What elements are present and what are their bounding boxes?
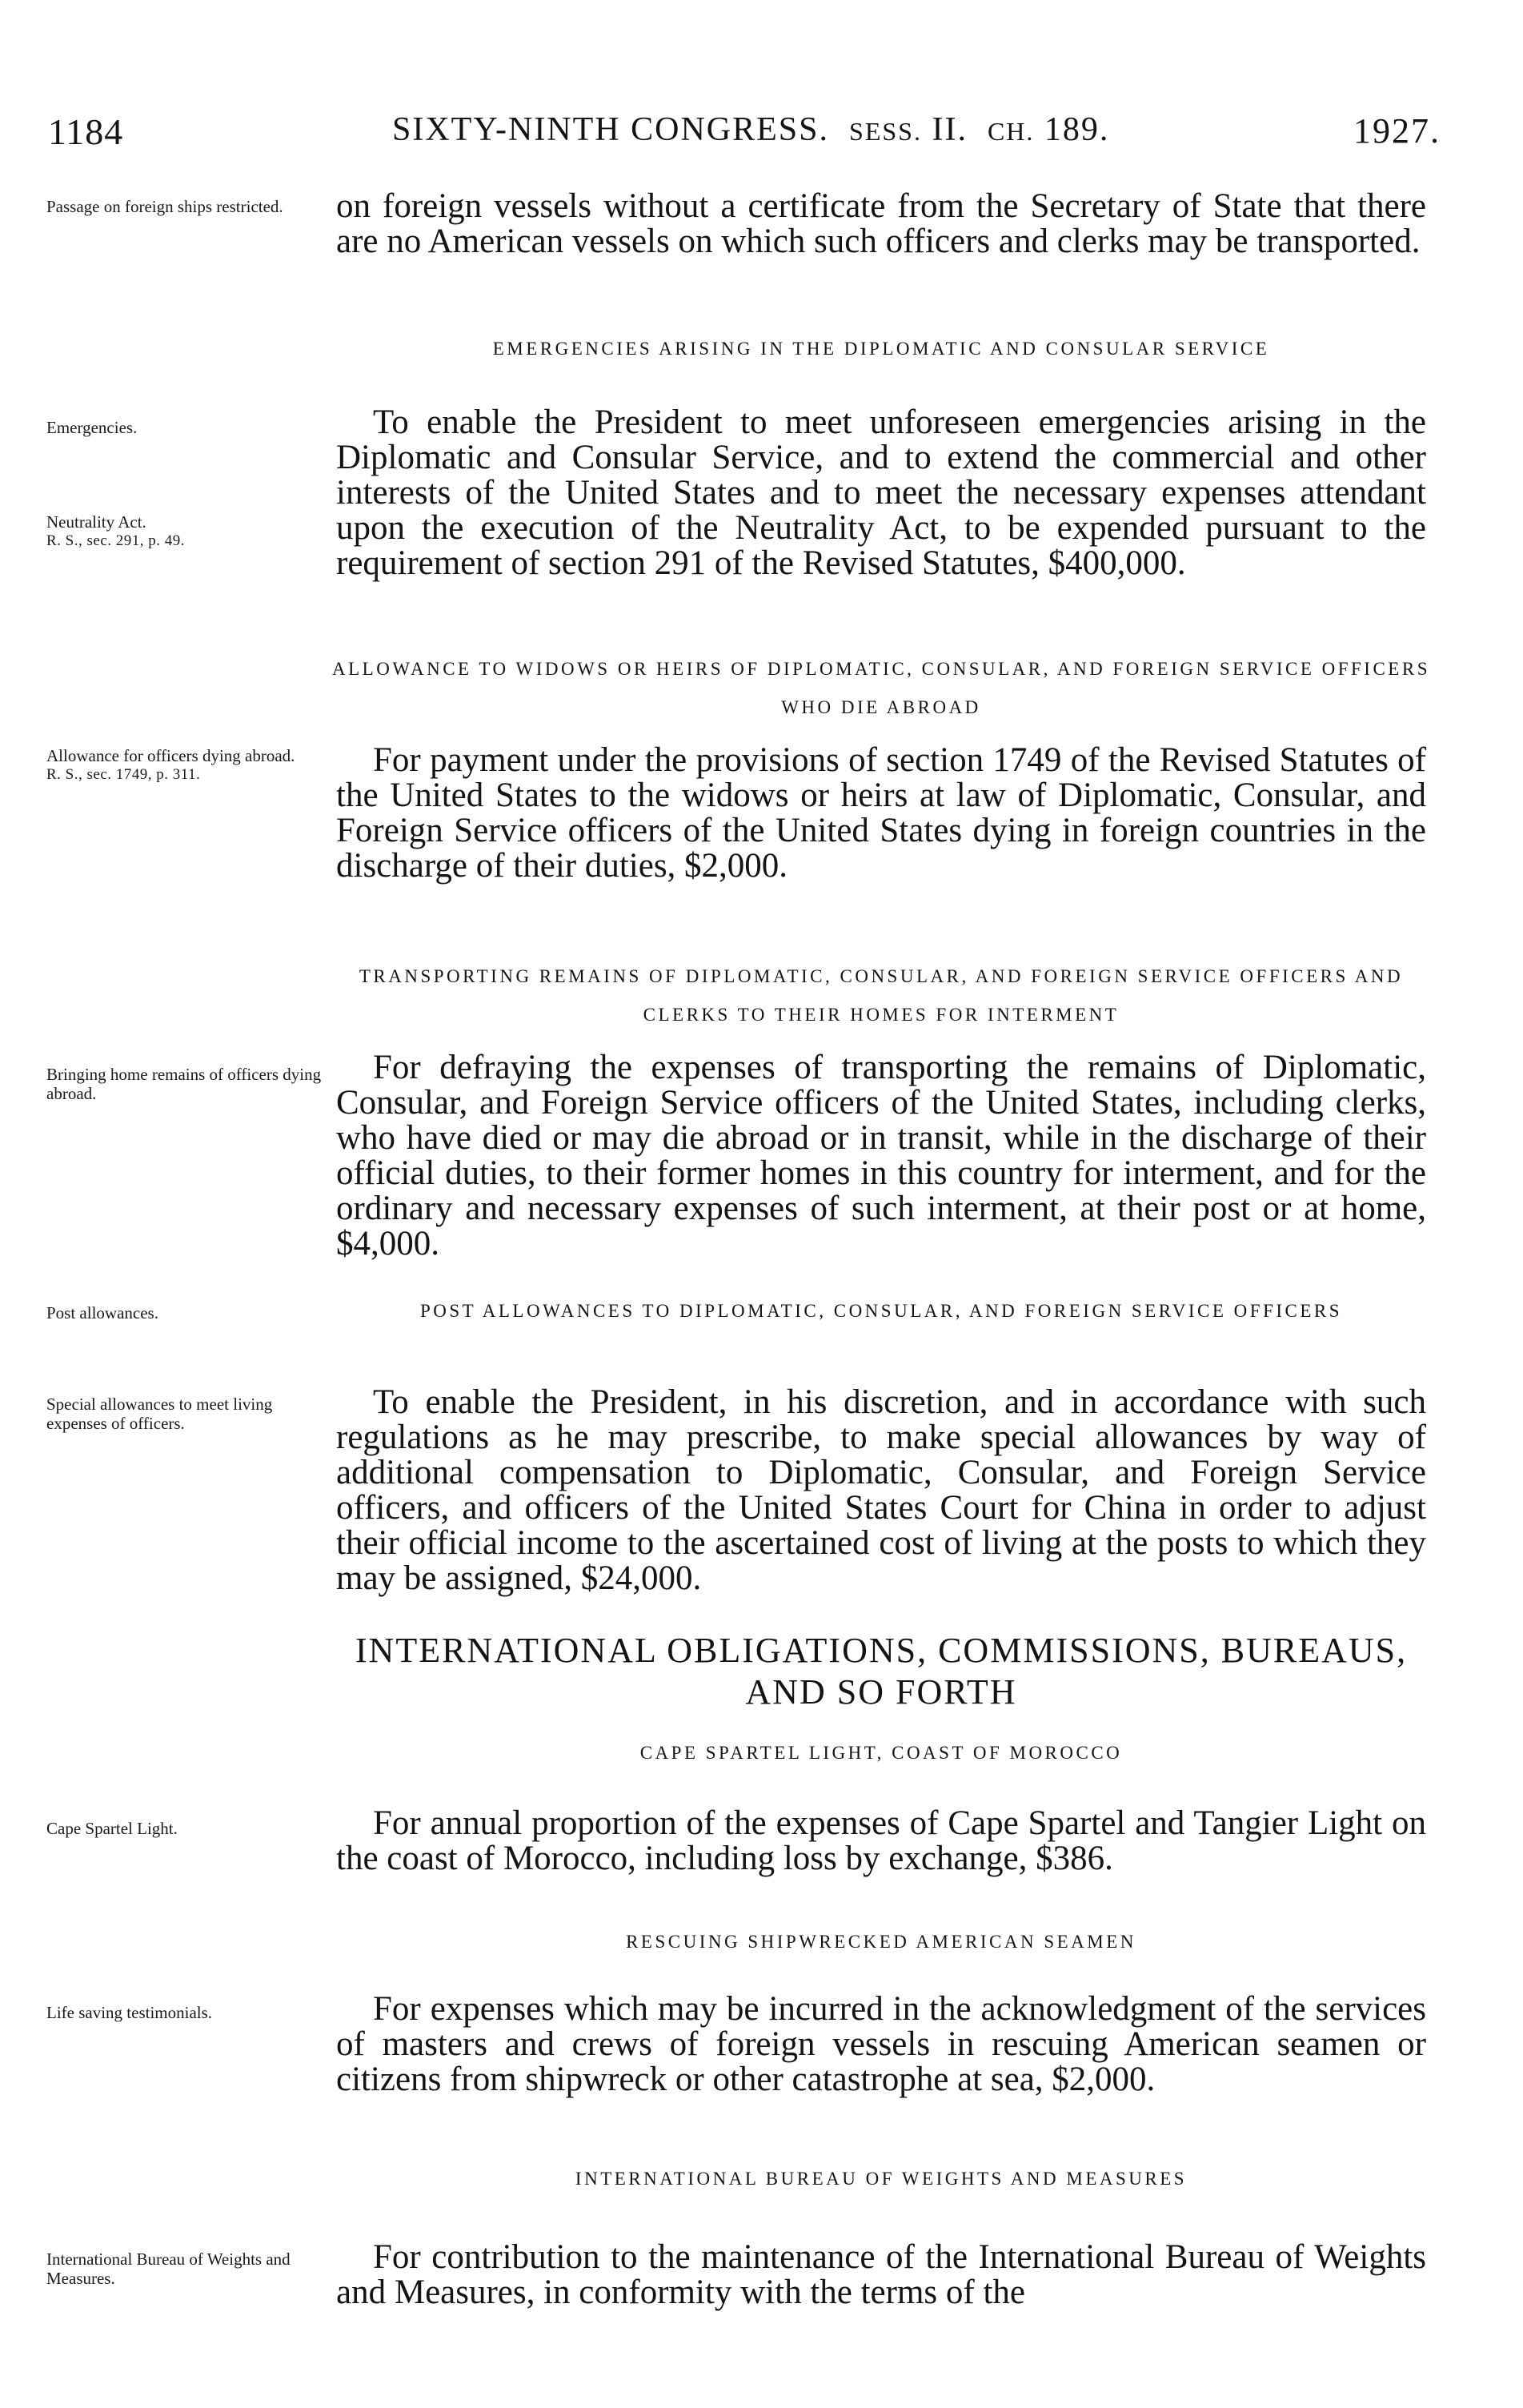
chapter-label: CH.	[987, 117, 1035, 146]
chapter-number: 189.	[1044, 111, 1110, 148]
heading-rescuing-seamen: RESCUING SHIPWRECKED AMERICAN SEAMEN	[626, 1932, 1136, 1952]
heading-weights-measures: INTERNATIONAL BUREAU OF WEIGHTS AND MEASURES	[575, 2169, 1188, 2189]
congress-label: SIXTY-NINTH CONGRESS.	[392, 111, 830, 148]
session-number: II.	[932, 111, 968, 148]
paragraph-transporting-remains: For defraying the expenses of transporting the remains of Diplomatic, Consular, and Foreign Service officers of the United States, including clerks, who have died or may die abroad or in transit, while in the discharge of their official duties, to their former homes in this country for interment, and for the ordinary and necessary expenses of such interment, at their post or at home, $4,000.	[336, 1049, 1426, 1262]
margin-note-weights-measures: International Bureau of Weights and Measures.	[46, 2249, 291, 2288]
margin-note-allowance-officers: Allowance for officers dying abroad.	[46, 746, 295, 765]
page-number: 1184	[48, 111, 124, 152]
margin-note-passage: Passage on foreign ships restricted.	[46, 197, 283, 216]
paragraph-passage-restricted: on foreign vessels without a certificate from the Secretary of State that there are no American vessels on which such officers and clerks may be transported.	[336, 187, 1426, 260]
margin-note-special-allowances: Special allowances to meet living expenses of officers.	[46, 1395, 273, 1433]
running-header	[48, 110, 1441, 159]
paragraph-cape-spartel: For annual proportion of the expenses of Cape Spartel and Tangier Light on the coast of Morocco, including loss by exchange, $386.	[336, 1804, 1426, 1877]
heading-cape-spartel: CAPE SPARTEL LIGHT, COAST OF MOROCCO	[639, 1743, 1123, 1763]
margin-note-allowance	[46, 746, 327, 785]
session-label: SESS.	[849, 117, 922, 146]
margin-note-cape-spartel: Cape Spartel Light.	[46, 1819, 178, 1838]
margin-note-neutrality-act: Neutrality Act.	[46, 512, 146, 532]
heading-transporting-remains: TRANSPORTING REMAINS OF DIPLOMATIC, CONSULAR, AND FOREIGN SERVICE OFFICERS AND CLERKS TO THEIR HOMES FOR INTERMENT	[359, 966, 1404, 1025]
paragraph-allowance-widows: For payment under the provisions of section 1749 of the Revised Statutes of the United States to the widows or heirs at law of Diplomatic, Consular, and Foreign Service officers of the United States dying in foreign countries in the discharge of their duties, $2,000.	[336, 741, 1426, 885]
year: 1927.	[1353, 111, 1441, 150]
paragraph-weights-measures: For contribution to the maintenance of the International Bureau of Weights and Measures, in conformity with the terms of the	[336, 2238, 1426, 2311]
margin-ref-rs-1749: R. S., sec. 1749, p. 311.	[46, 766, 201, 783]
paragraph-emergencies: To enable the President to meet unforeseen emergencies arising in the Diplomatic and Consular Service, and to extend the commercial and other interests of the United States and to meet the necessary expenses attendant upon the execution of the Neutrality Act, to be expended pursuant to the requirement of section 291 of the Revised Statutes, $400,000.	[336, 403, 1426, 582]
heading-emergencies: EMERGENCIES ARISING IN THE DIPLOMATIC AND CONSULAR SERVICE	[492, 339, 1270, 359]
paragraph-post-allowances: To enable the President, in his discretion, and in accordance with such regulations as he may prescribe, to make special allowances by way of additional compensation to Diplomatic, Consular, and Foreign Service officers, and officers of the United States Court for China in order to adjust their official income to the ascertained cost of living at the posts to which they may be assigned, $24,000.	[336, 1383, 1426, 1597]
major-heading-international-obligations: INTERNATIONAL OBLIGATIONS, COMMISSIONS, BUREAUS, AND SO FORTH	[355, 1631, 1408, 1712]
paragraph-rescuing-seamen: For expenses which may be incurred in the acknowledgment of the services of masters and crews of foreign vessels in rescuing American seamen or citizens from shipwreck or other catastrophe at sea, $2,000.	[336, 1990, 1426, 2098]
margin-note-neutrality	[46, 512, 327, 551]
margin-ref-rs-291: R. S., sec. 291, p. 49.	[46, 532, 185, 549]
margin-note-post-allowances: Post allowances.	[46, 1303, 158, 1322]
margin-note-life-saving: Life saving testimonials.	[46, 2003, 213, 2022]
margin-note-emergencies: Emergencies.	[46, 418, 138, 437]
header-title	[392, 110, 1109, 149]
heading-allowance-widows: ALLOWANCE TO WIDOWS OR HEIRS OF DIPLOMATIC, CONSULAR, AND FOREIGN SERVICE OFFICERS WHO DIE ABROAD	[332, 659, 1430, 717]
heading-post-allowances: POST ALLOWANCES TO DIPLOMATIC, CONSULAR, AND FOREIGN SERVICE OFFICERS	[419, 1301, 1343, 1321]
margin-note-bringing-home: Bringing home remains of officers dying abroad.	[46, 1065, 322, 1103]
